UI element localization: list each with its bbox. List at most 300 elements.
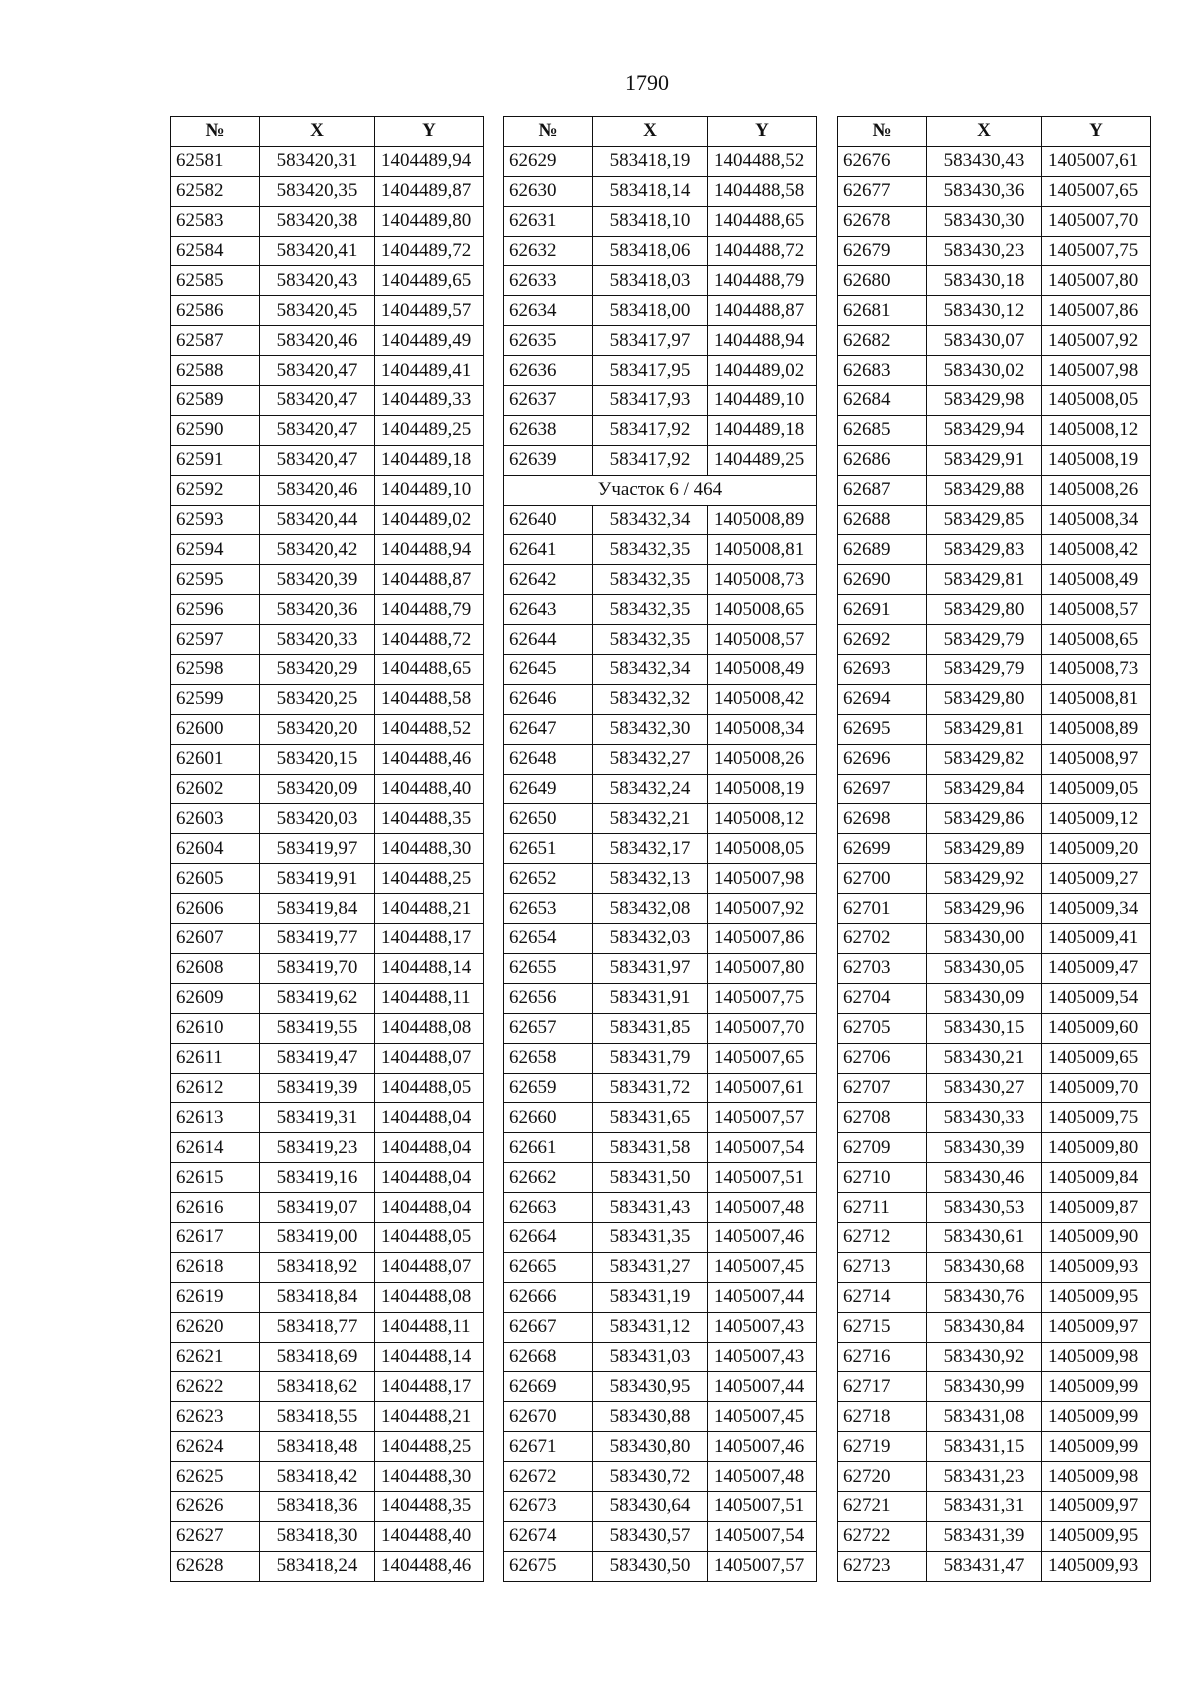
table-row <box>171 236 484 266</box>
table-row <box>504 774 817 804</box>
x-coordinate-cell: 583431,72 <box>593 1073 708 1103</box>
y-coordinate-cell: 1405008,57 <box>708 625 817 655</box>
x-coordinate-cell: 583429,81 <box>927 714 1042 744</box>
y-coordinate-cell: 1405007,57 <box>708 1551 817 1581</box>
x-coordinate-cell: 583429,89 <box>927 834 1042 864</box>
x-coordinate-cell: 583420,29 <box>260 655 375 685</box>
y-coordinate-cell: 1405009,41 <box>1042 924 1151 954</box>
y-coordinate-cell: 1404489,02 <box>375 505 484 535</box>
y-coordinate-cell: 1405007,98 <box>1042 356 1151 386</box>
table-row <box>838 894 1151 924</box>
y-coordinate-cell: 1404488,65 <box>375 655 484 685</box>
y-coordinate-cell: 1405008,73 <box>1042 655 1151 685</box>
point-number-cell: 62693 <box>838 655 927 685</box>
table-row <box>838 1073 1151 1103</box>
point-number-cell: 62599 <box>171 684 260 714</box>
table-row <box>838 535 1151 565</box>
y-coordinate-cell: 1405007,44 <box>708 1282 817 1312</box>
table-row <box>171 535 484 565</box>
point-number-cell: 62605 <box>171 864 260 894</box>
y-coordinate-cell: 1404488,04 <box>375 1133 484 1163</box>
x-coordinate-cell: 583419,31 <box>260 1103 375 1133</box>
point-number-cell: 62648 <box>504 744 593 774</box>
table-row <box>504 1222 817 1252</box>
point-number-cell: 62600 <box>171 714 260 744</box>
table-row <box>171 1163 484 1193</box>
point-number-cell: 62673 <box>504 1491 593 1521</box>
point-number-cell: 62705 <box>838 1013 927 1043</box>
x-coordinate-cell: 583431,47 <box>927 1551 1042 1581</box>
y-coordinate-cell: 1404488,94 <box>708 326 817 356</box>
table-row <box>838 684 1151 714</box>
point-number-cell: 62622 <box>171 1372 260 1402</box>
table-row <box>838 625 1151 655</box>
table-row <box>504 1462 817 1492</box>
point-number-cell: 62671 <box>504 1432 593 1462</box>
y-coordinate-cell: 1404489,10 <box>375 475 484 505</box>
x-coordinate-cell: 583432,30 <box>593 714 708 744</box>
table-row <box>838 1193 1151 1223</box>
x-coordinate-cell: 583429,79 <box>927 625 1042 655</box>
x-coordinate-cell: 583430,88 <box>593 1402 708 1432</box>
y-coordinate-cell: 1405007,80 <box>1042 266 1151 296</box>
table-row <box>171 1342 484 1372</box>
x-coordinate-cell: 583430,99 <box>927 1372 1042 1402</box>
y-coordinate-cell: 1404489,18 <box>708 415 817 445</box>
point-number-cell: 62676 <box>838 146 927 176</box>
x-coordinate-cell: 583419,70 <box>260 953 375 983</box>
section-row <box>504 475 817 505</box>
table-row <box>171 1372 484 1402</box>
point-number-cell: 62681 <box>838 296 927 326</box>
point-number-cell: 62586 <box>171 296 260 326</box>
y-coordinate-cell: 1405009,80 <box>1042 1133 1151 1163</box>
point-number-cell: 62589 <box>171 386 260 416</box>
y-coordinate-cell: 1405008,73 <box>708 565 817 595</box>
x-coordinate-cell: 583418,69 <box>260 1342 375 1372</box>
table-row <box>171 774 484 804</box>
y-coordinate-cell: 1405007,61 <box>708 1073 817 1103</box>
table-row <box>171 864 484 894</box>
point-number-cell: 62670 <box>504 1402 593 1432</box>
header-y: Y <box>708 117 817 147</box>
point-number-cell: 62661 <box>504 1133 593 1163</box>
y-coordinate-cell: 1405009,34 <box>1042 894 1151 924</box>
y-coordinate-cell: 1405008,49 <box>708 655 817 685</box>
y-coordinate-cell: 1404488,17 <box>375 1372 484 1402</box>
y-coordinate-cell: 1405009,99 <box>1042 1432 1151 1462</box>
y-coordinate-cell: 1404489,41 <box>375 356 484 386</box>
y-coordinate-cell: 1405008,49 <box>1042 565 1151 595</box>
point-number-cell: 62658 <box>504 1043 593 1073</box>
y-coordinate-cell: 1405008,89 <box>1042 714 1151 744</box>
x-coordinate-cell: 583430,09 <box>927 983 1042 1013</box>
point-number-cell: 62709 <box>838 1133 927 1163</box>
table-row <box>504 804 817 834</box>
point-number-cell: 62716 <box>838 1342 927 1372</box>
point-number-cell: 62659 <box>504 1073 593 1103</box>
header-row <box>504 117 817 147</box>
table-row <box>504 1252 817 1282</box>
point-number-cell: 62627 <box>171 1521 260 1551</box>
table-row <box>838 475 1151 505</box>
table-row <box>838 206 1151 236</box>
table-row <box>171 625 484 655</box>
x-coordinate-cell: 583431,97 <box>593 953 708 983</box>
table-row <box>504 1043 817 1073</box>
table-row <box>171 1521 484 1551</box>
point-number-cell: 62692 <box>838 625 927 655</box>
table-row <box>504 714 817 744</box>
table-row <box>838 864 1151 894</box>
x-coordinate-cell: 583430,95 <box>593 1372 708 1402</box>
table-row <box>838 356 1151 386</box>
point-number-cell: 62636 <box>504 356 593 386</box>
point-number-cell: 62612 <box>171 1073 260 1103</box>
x-coordinate-cell: 583419,39 <box>260 1073 375 1103</box>
y-coordinate-cell: 1405009,60 <box>1042 1013 1151 1043</box>
x-coordinate-cell: 583430,80 <box>593 1432 708 1462</box>
table-row <box>171 206 484 236</box>
point-number-cell: 62631 <box>504 206 593 236</box>
y-coordinate-cell: 1405009,98 <box>1042 1462 1151 1492</box>
point-number-cell: 62639 <box>504 445 593 475</box>
point-number-cell: 62625 <box>171 1462 260 1492</box>
table-row <box>504 505 817 535</box>
point-number-cell: 62652 <box>504 864 593 894</box>
x-coordinate-cell: 583431,65 <box>593 1103 708 1133</box>
table-row <box>504 1432 817 1462</box>
x-coordinate-cell: 583432,21 <box>593 804 708 834</box>
table-row <box>504 1133 817 1163</box>
point-number-cell: 62678 <box>838 206 927 236</box>
y-coordinate-cell: 1405008,05 <box>1042 386 1151 416</box>
y-coordinate-cell: 1405007,45 <box>708 1252 817 1282</box>
y-coordinate-cell: 1404488,07 <box>375 1043 484 1073</box>
point-number-cell: 62642 <box>504 565 593 595</box>
x-coordinate-cell: 583420,20 <box>260 714 375 744</box>
table-row <box>504 356 817 386</box>
y-coordinate-cell: 1405008,12 <box>1042 415 1151 445</box>
point-number-cell: 62638 <box>504 415 593 445</box>
y-coordinate-cell: 1404489,33 <box>375 386 484 416</box>
table-row <box>838 1103 1151 1133</box>
point-number-cell: 62714 <box>838 1282 927 1312</box>
point-number-cell: 62719 <box>838 1432 927 1462</box>
y-coordinate-cell: 1405008,65 <box>708 595 817 625</box>
x-coordinate-cell: 583418,00 <box>593 296 708 326</box>
point-number-cell: 62583 <box>171 206 260 236</box>
point-number-cell: 62669 <box>504 1372 593 1402</box>
x-coordinate-cell: 583432,27 <box>593 744 708 774</box>
point-number-cell: 62701 <box>838 894 927 924</box>
y-coordinate-cell: 1404488,35 <box>375 1491 484 1521</box>
y-coordinate-cell: 1404488,04 <box>375 1163 484 1193</box>
x-coordinate-cell: 583429,83 <box>927 535 1042 565</box>
point-number-cell: 62585 <box>171 266 260 296</box>
x-coordinate-cell: 583430,30 <box>927 206 1042 236</box>
x-coordinate-cell: 583419,23 <box>260 1133 375 1163</box>
point-number-cell: 62592 <box>171 475 260 505</box>
x-coordinate-cell: 583417,92 <box>593 415 708 445</box>
header-row <box>838 117 1151 147</box>
x-coordinate-cell: 583430,53 <box>927 1193 1042 1223</box>
y-coordinate-cell: 1404488,30 <box>375 834 484 864</box>
x-coordinate-cell: 583420,38 <box>260 206 375 236</box>
y-coordinate-cell: 1404488,87 <box>708 296 817 326</box>
point-number-cell: 62660 <box>504 1103 593 1133</box>
x-coordinate-cell: 583420,46 <box>260 326 375 356</box>
x-coordinate-cell: 583430,27 <box>927 1073 1042 1103</box>
x-coordinate-cell: 583417,97 <box>593 326 708 356</box>
header-number: № <box>171 117 260 147</box>
y-coordinate-cell: 1404489,87 <box>375 176 484 206</box>
y-coordinate-cell: 1404488,52 <box>708 146 817 176</box>
y-coordinate-cell: 1405007,51 <box>708 1163 817 1193</box>
coordinates-table-1 <box>170 116 484 1582</box>
point-number-cell: 62587 <box>171 326 260 356</box>
x-coordinate-cell: 583430,84 <box>927 1312 1042 1342</box>
x-coordinate-cell: 583418,62 <box>260 1372 375 1402</box>
y-coordinate-cell: 1404488,46 <box>375 744 484 774</box>
point-number-cell: 62581 <box>171 146 260 176</box>
y-coordinate-cell: 1404489,80 <box>375 206 484 236</box>
y-coordinate-cell: 1404488,04 <box>375 1193 484 1223</box>
x-coordinate-cell: 583431,27 <box>593 1252 708 1282</box>
x-coordinate-cell: 583429,82 <box>927 744 1042 774</box>
point-number-cell: 62721 <box>838 1491 927 1521</box>
y-coordinate-cell: 1405008,65 <box>1042 625 1151 655</box>
x-coordinate-cell: 583418,77 <box>260 1312 375 1342</box>
point-number-cell: 62591 <box>171 445 260 475</box>
x-coordinate-cell: 583432,34 <box>593 655 708 685</box>
y-coordinate-cell: 1405007,45 <box>708 1402 817 1432</box>
y-coordinate-cell: 1404488,35 <box>375 804 484 834</box>
y-coordinate-cell: 1405007,46 <box>708 1432 817 1462</box>
x-coordinate-cell: 583420,41 <box>260 236 375 266</box>
table-row <box>171 953 484 983</box>
y-coordinate-cell: 1404488,08 <box>375 1013 484 1043</box>
y-coordinate-cell: 1404488,40 <box>375 774 484 804</box>
y-coordinate-cell: 1404488,46 <box>375 1551 484 1581</box>
y-coordinate-cell: 1405008,34 <box>708 714 817 744</box>
x-coordinate-cell: 583420,03 <box>260 804 375 834</box>
y-coordinate-cell: 1405007,70 <box>708 1013 817 1043</box>
point-number-cell: 62697 <box>838 774 927 804</box>
x-coordinate-cell: 583420,47 <box>260 445 375 475</box>
x-coordinate-cell: 583432,17 <box>593 834 708 864</box>
table-row <box>504 1103 817 1133</box>
table-row <box>504 1282 817 1312</box>
table-row <box>171 296 484 326</box>
table-row <box>171 1551 484 1581</box>
x-coordinate-cell: 583420,47 <box>260 415 375 445</box>
x-coordinate-cell: 583418,03 <box>593 266 708 296</box>
table-row <box>504 296 817 326</box>
table-row <box>838 565 1151 595</box>
point-number-cell: 62698 <box>838 804 927 834</box>
x-coordinate-cell: 583429,92 <box>927 864 1042 894</box>
y-coordinate-cell: 1404488,11 <box>375 1312 484 1342</box>
y-coordinate-cell: 1404489,65 <box>375 266 484 296</box>
point-number-cell: 62641 <box>504 535 593 565</box>
table-row <box>171 1043 484 1073</box>
y-coordinate-cell: 1405009,93 <box>1042 1252 1151 1282</box>
table-row <box>504 983 817 1013</box>
x-coordinate-cell: 583420,33 <box>260 625 375 655</box>
y-coordinate-cell: 1405007,80 <box>708 953 817 983</box>
y-coordinate-cell: 1405009,87 <box>1042 1193 1151 1223</box>
table-row <box>504 1073 817 1103</box>
point-number-cell: 62663 <box>504 1193 593 1223</box>
header-number: № <box>838 117 927 147</box>
table-row <box>838 1282 1151 1312</box>
x-coordinate-cell: 583431,12 <box>593 1312 708 1342</box>
table-row <box>171 1432 484 1462</box>
table-row <box>171 1222 484 1252</box>
x-coordinate-cell: 583430,76 <box>927 1282 1042 1312</box>
point-number-cell: 62690 <box>838 565 927 595</box>
y-coordinate-cell: 1405007,86 <box>708 924 817 954</box>
x-coordinate-cell: 583431,58 <box>593 1133 708 1163</box>
point-number-cell: 62630 <box>504 176 593 206</box>
x-coordinate-cell: 583420,47 <box>260 356 375 386</box>
point-number-cell: 62694 <box>838 684 927 714</box>
x-coordinate-cell: 583432,32 <box>593 684 708 714</box>
point-number-cell: 62672 <box>504 1462 593 1492</box>
table-row <box>838 296 1151 326</box>
table-row <box>171 1402 484 1432</box>
y-coordinate-cell: 1405009,98 <box>1042 1342 1151 1372</box>
x-coordinate-cell: 583430,43 <box>927 146 1042 176</box>
x-coordinate-cell: 583419,84 <box>260 894 375 924</box>
table-row <box>838 415 1151 445</box>
point-number-cell: 62722 <box>838 1521 927 1551</box>
point-number-cell: 62707 <box>838 1073 927 1103</box>
table-row <box>504 266 817 296</box>
y-coordinate-cell: 1405008,42 <box>708 684 817 714</box>
point-number-cell: 62649 <box>504 774 593 804</box>
table-row <box>171 924 484 954</box>
point-number-cell: 62650 <box>504 804 593 834</box>
point-number-cell: 62606 <box>171 894 260 924</box>
y-coordinate-cell: 1404488,58 <box>708 176 817 206</box>
y-coordinate-cell: 1405008,34 <box>1042 505 1151 535</box>
table-row <box>504 565 817 595</box>
table-row <box>838 655 1151 685</box>
point-number-cell: 62656 <box>504 983 593 1013</box>
table-row <box>838 595 1151 625</box>
point-number-cell: 62706 <box>838 1043 927 1073</box>
table-row <box>504 146 817 176</box>
y-coordinate-cell: 1405009,95 <box>1042 1282 1151 1312</box>
y-coordinate-cell: 1404488,65 <box>708 206 817 236</box>
point-number-cell: 62662 <box>504 1163 593 1193</box>
x-coordinate-cell: 583417,92 <box>593 445 708 475</box>
y-coordinate-cell: 1404488,21 <box>375 1402 484 1432</box>
table-row <box>171 1462 484 1492</box>
table-row <box>171 1312 484 1342</box>
point-number-cell: 62702 <box>838 924 927 954</box>
point-number-cell: 62629 <box>504 146 593 176</box>
page-number: 1790 <box>625 70 669 95</box>
x-coordinate-cell: 583420,39 <box>260 565 375 595</box>
x-coordinate-cell: 583418,30 <box>260 1521 375 1551</box>
table-row <box>171 475 484 505</box>
x-coordinate-cell: 583418,14 <box>593 176 708 206</box>
point-number-cell: 62628 <box>171 1551 260 1581</box>
y-coordinate-cell: 1404488,94 <box>375 535 484 565</box>
y-coordinate-cell: 1405007,92 <box>708 894 817 924</box>
x-coordinate-cell: 583431,79 <box>593 1043 708 1073</box>
y-coordinate-cell: 1404488,30 <box>375 1462 484 1492</box>
table-row <box>838 1043 1151 1073</box>
x-coordinate-cell: 583419,55 <box>260 1013 375 1043</box>
table-row <box>504 655 817 685</box>
x-coordinate-cell: 583431,85 <box>593 1013 708 1043</box>
x-coordinate-cell: 583429,84 <box>927 774 1042 804</box>
x-coordinate-cell: 583431,35 <box>593 1222 708 1252</box>
x-coordinate-cell: 583430,23 <box>927 236 1042 266</box>
table-row <box>504 1342 817 1372</box>
point-number-cell: 62657 <box>504 1013 593 1043</box>
point-number-cell: 62654 <box>504 924 593 954</box>
point-number-cell: 62682 <box>838 326 927 356</box>
table-row <box>838 1312 1151 1342</box>
table-row <box>171 415 484 445</box>
x-coordinate-cell: 583417,93 <box>593 386 708 416</box>
y-coordinate-cell: 1405009,99 <box>1042 1372 1151 1402</box>
y-coordinate-cell: 1405009,75 <box>1042 1103 1151 1133</box>
y-coordinate-cell: 1404489,57 <box>375 296 484 326</box>
point-number-cell: 62667 <box>504 1312 593 1342</box>
table-row <box>838 1372 1151 1402</box>
x-coordinate-cell: 583430,57 <box>593 1521 708 1551</box>
table-row <box>504 1551 817 1581</box>
point-number-cell: 62703 <box>838 953 927 983</box>
y-coordinate-cell: 1405008,19 <box>708 774 817 804</box>
table-row <box>171 505 484 535</box>
x-coordinate-cell: 583418,55 <box>260 1402 375 1432</box>
point-number-cell: 62624 <box>171 1432 260 1462</box>
point-number-cell: 62616 <box>171 1193 260 1223</box>
x-coordinate-cell: 583432,35 <box>593 595 708 625</box>
x-coordinate-cell: 583431,31 <box>927 1491 1042 1521</box>
table-row <box>171 326 484 356</box>
x-coordinate-cell: 583420,35 <box>260 176 375 206</box>
table-row <box>504 1013 817 1043</box>
x-coordinate-cell: 583429,98 <box>927 386 1042 416</box>
table-row <box>504 206 817 236</box>
y-coordinate-cell: 1404488,07 <box>375 1252 484 1282</box>
table-row <box>838 1462 1151 1492</box>
y-coordinate-cell: 1405007,75 <box>1042 236 1151 266</box>
x-coordinate-cell: 583430,50 <box>593 1551 708 1581</box>
x-coordinate-cell: 583420,43 <box>260 266 375 296</box>
table-row <box>171 714 484 744</box>
y-coordinate-cell: 1404488,14 <box>375 1342 484 1372</box>
x-coordinate-cell: 583420,25 <box>260 684 375 714</box>
point-number-cell: 62713 <box>838 1252 927 1282</box>
y-coordinate-cell: 1405008,05 <box>708 834 817 864</box>
table-row <box>504 535 817 565</box>
point-number-cell: 62607 <box>171 924 260 954</box>
y-coordinate-cell: 1404489,10 <box>708 386 817 416</box>
point-number-cell: 62695 <box>838 714 927 744</box>
point-number-cell: 62588 <box>171 356 260 386</box>
point-number-cell: 62613 <box>171 1103 260 1133</box>
table-row <box>504 236 817 266</box>
